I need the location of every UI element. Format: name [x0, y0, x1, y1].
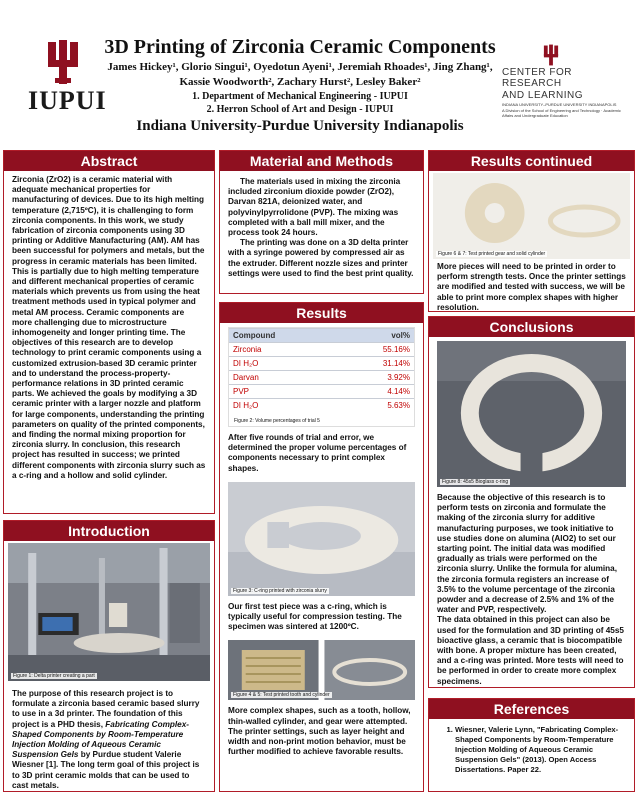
- table-row: [229, 371, 414, 385]
- references-heading: References: [429, 699, 634, 719]
- table-cell: Darvan: [229, 371, 338, 385]
- table-row: [229, 343, 414, 357]
- results-continued-text: More pieces will need to be printed in order to perform strength tests. Once the printer settings are modified and tested with success, we will be able to print more complex shapes with higher resolution.: [437, 262, 626, 312]
- introduction-heading: Introduction: [4, 521, 214, 541]
- materials-heading: Material and Methods: [220, 151, 423, 171]
- poster-header: [100, 36, 500, 136]
- introduction-text-end: by Purdue student Valerie Wiesner [1]. The long term goal of this project is to 3D print ceramic molds that can be used to cast metals.: [12, 750, 200, 790]
- materials-para-2: The printing was done on a 3D delta printer with a syringe powered by compressed air as the extruder. Different nozzle sizes and printer settings were used to find the best print quality.: [228, 238, 414, 278]
- conclusions-para-2: The data obtained in this project can also be used for the formulation and 3D printing of 45s5 bioactive glass, a ceramic that is biocompatible with bone. A proper mixture has been created, and a c-ring was printed. More tests will need to be performed in order to create more complex specimens.: [437, 615, 624, 686]
- table-cell: 55.16%: [338, 343, 414, 357]
- table-cell: 3.92%: [338, 371, 414, 385]
- poster-title: 3D Printing of Zirconia Ceramic Components: [104, 36, 496, 58]
- figure-6-7-image: [433, 173, 630, 259]
- materials-text: [220, 171, 423, 283]
- affiliation-2: 2. Herron School of Art and Design - IUPUI: [206, 104, 394, 115]
- references-panel: [428, 698, 635, 792]
- figure-8-image: [437, 341, 626, 487]
- thesis-title: Fabricating Complex-Shaped Components by Room-Temperature Injection Molding of Aqueous Ceramic Suspension Gels: [12, 719, 189, 760]
- results-para-2: Our first test piece was a c-ring, which is typically useful for compression testing. The specimen was sintered at 1200ºC.: [228, 601, 402, 632]
- conclusions-text: [429, 487, 634, 691]
- figure-3-caption: Figure 3: C-ring printed with zirconia slurry: [233, 587, 327, 594]
- figure-4-5-image: [228, 640, 415, 700]
- results-para-3: More complex shapes, such as a tooth, hollow, thin-walled cylinder, and gear were attempted. The printer settings, such as layer height and width and non-print motion behavior, must be further modified to achieve favorable results.: [228, 706, 411, 757]
- crl-subtitle-1: INDIANA UNIVERSITY–PURDUE UNIVERSITY INDIANAPOLIS: [502, 102, 617, 107]
- table-header-row: [229, 329, 414, 343]
- authors-line-2: Kassie Woodworth², Zachary Hurst², Lesley Baker²: [179, 76, 421, 88]
- materials-para-1: The materials used in mixing the zirconia included zirconium dioxide powder (ZrO2), Darvan 821A, deionized water, and polyvinylpyrrolidone (PVP). The mixing was completed with a ball mill mixer, and the process took 24 hours.: [228, 177, 401, 238]
- conclusions-heading: Conclusions: [429, 317, 634, 337]
- abstract-text: Zirconia (ZrO2) is a ceramic material with adequate mechanical properties for manufacturing of devices. Due to its high melting temperature (2,715ºC), it is challenging to form zirconia components. In this work, we study fabrication of zirconia components using 3D printing or Additive Manufacturing (AM). AM has been successful for polymers and metals, but the progress in ceramic materials has been limited. This is partially due to high melting temperature and different mechanical properties of ceramic materials which prevents us from using the heat treatment methods used in typical polymer and metal AM process. Ceramic components are more challenging due to microstructure inhomogeneity and longer printing time. The objectives of this research are to develop technology to print ceramic components using a customized extrusion-based 3D ceramic printer and to understand the process-property-performance relations in 3D printed ceramic parts. We achieved the goals by modifying a 3D ceramic printer with a larger nozzle and platform for large components, understanding the printing parameters on quality of the printed components, and finding the normal mixing proportion for zirconia slurry. In conclusion, this research project has resulted in success; we printed different components with zirconia slurry such as a c-ring and a hollow and solid cylinder.: [12, 175, 206, 480]
- figure-2-table: [228, 327, 415, 427]
- trident-icon: [542, 44, 560, 66]
- university-name: Indiana University-Purdue University Indianapolis: [136, 118, 464, 134]
- iupui-logo-text: IUPUI: [28, 86, 107, 115]
- figure-4-5-caption: Figure 4 & 5: Test printed tooth and cylinder: [233, 692, 330, 699]
- table-row: [229, 399, 414, 413]
- table-header-cell: vol%: [338, 329, 414, 343]
- results-heading: Results: [220, 303, 423, 323]
- figure-8-caption: Figure 8: 45s5 Bioglass c-ring: [442, 479, 509, 485]
- results-para-1: After five rounds of trial and error, we determined the proper volume percentages of components necessary to print complex shapes.: [228, 433, 407, 473]
- materials-panel: [219, 150, 424, 294]
- table-cell: Zirconia: [229, 343, 338, 357]
- figure-2-caption: Figure 2: Volume percentages of trial 5: [234, 418, 320, 424]
- table-header-cell: Compound: [229, 329, 338, 343]
- composition-table: [229, 328, 414, 412]
- crl-subtitle-2: A Division of the School of Engineering and Technology · Academic Affairs and Undergraduate Education: [502, 108, 621, 118]
- iupui-logo: [28, 40, 107, 116]
- reference-item: 1. Wiesner, Valerie Lynn, "Fabricating Complex-Shaped Components by Room-Temperature Injection Molding of Aqueous Ceramic Suspension Gels" (2013). Open Access Dissertations. Paper 22.: [455, 725, 624, 775]
- table-row: [229, 357, 414, 371]
- results-panel: [219, 302, 424, 792]
- table-cell: 5.63%: [338, 399, 414, 413]
- crl-logo: [502, 44, 628, 118]
- table-cell: DI H₂O: [229, 399, 338, 413]
- affiliation-1: 1. Department of Mechanical Engineering - IUPUI: [192, 91, 408, 102]
- conclusions-para-1: Because the objective of this research is to perform tests on zirconia and formulate the making of the zirconia slurry for additive manufacturing purposes, we took initiative to use studies done on alumina (AlO2) to set our starting point. The initial data was modified gradually as trials were performed on the zirconia slurry. Unlike the formula for alumina, the zirconia formula registers an increase of 3.5% to the volume percentage of the zirconia powder and a decrease of 2.5% and 1% of the water and PVP, respectively.: [437, 493, 618, 615]
- table-row: [229, 385, 414, 399]
- abstract-heading: Abstract: [4, 151, 214, 171]
- table-cell: 31.14%: [338, 357, 414, 371]
- authors-line-1: James Hickey¹, Glorio Singui¹, Oyedotun Ayeni¹, Jeremiah Rhoades¹, Jing Zhang¹,: [107, 61, 493, 73]
- table-cell: PVP: [229, 385, 338, 399]
- figure-3-image: [228, 482, 415, 596]
- results-continued-panel: [428, 150, 635, 312]
- trident-icon: [44, 40, 82, 84]
- crl-title-1: CENTER FOR RESEARCH: [502, 67, 572, 89]
- figure-1-caption: Figure 1: Delta printer creating a part: [13, 673, 95, 679]
- figure-1-image: [8, 543, 210, 681]
- introduction-panel: [3, 520, 215, 792]
- introduction-text-start: The purpose of this research project is to formulate a zirconia based ceramic based slurry to use in a 3d printer. The foundation of this project is a PHD thesis,: [12, 689, 200, 729]
- abstract-panel: [3, 150, 215, 514]
- references-list: [429, 719, 634, 781]
- figure-6-7-caption: Figure 6 & 7: Test printed gear and solid cylinder: [438, 251, 546, 257]
- conclusions-panel: [428, 316, 635, 688]
- table-cell: DI H₂O: [229, 357, 338, 371]
- table-cell: 4.14%: [338, 385, 414, 399]
- crl-title-2: AND LEARNING: [502, 90, 584, 101]
- results-continued-heading: Results continued: [429, 151, 634, 171]
- introduction-text: [4, 683, 214, 795]
